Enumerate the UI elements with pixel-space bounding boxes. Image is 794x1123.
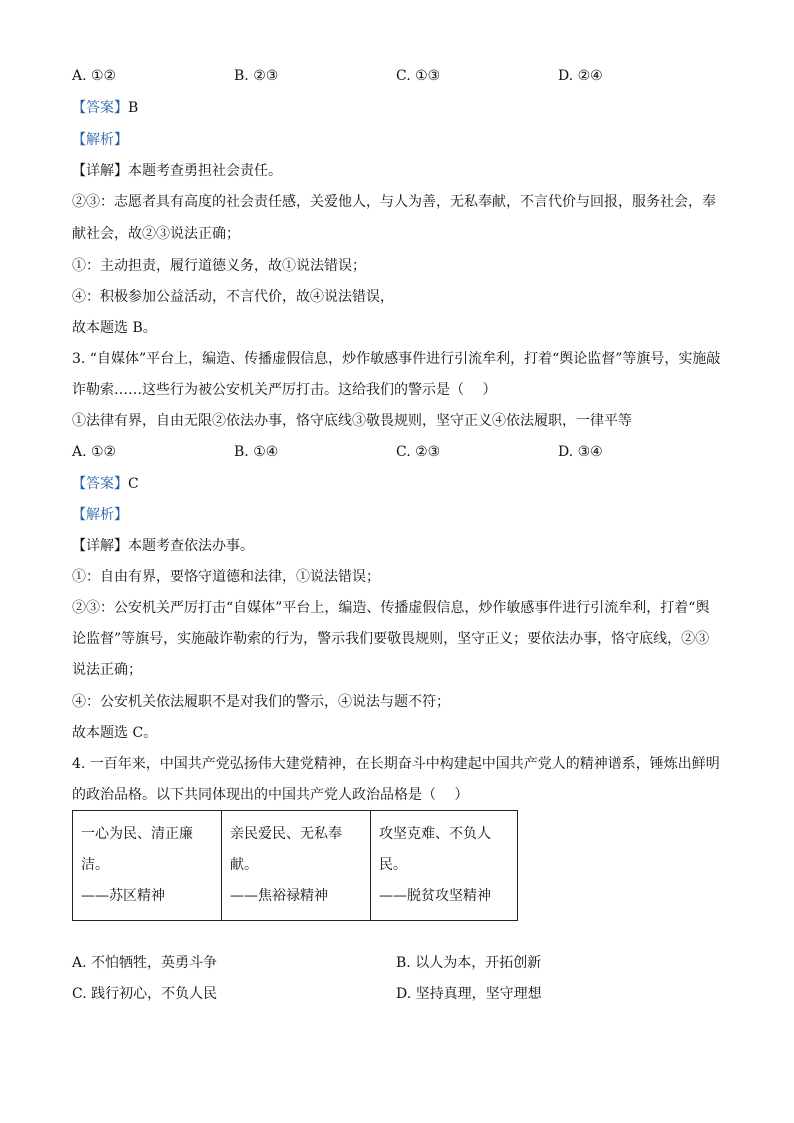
q4-option-d: D. 坚持真理，坚守理想: [396, 986, 542, 1002]
detail-tag: 【详解】: [72, 538, 128, 554]
answer-tag: 【答案】: [72, 476, 128, 492]
q2-option-d: D. ②④: [558, 68, 603, 84]
q2-conclusion: 故本题选 B。: [72, 320, 157, 336]
q4-option-a: A. 不怕牺牲，英勇斗争: [72, 955, 218, 971]
q3-option-b: B. ①④: [234, 444, 279, 460]
q2-answer-value: B: [128, 100, 139, 116]
quote-source: ——焦裕禄精神: [230, 888, 328, 904]
q2-explanation-line-2: 献社会，故②③说法正确；: [72, 226, 240, 242]
q3-stem-line-1: 3. “自媒体”平台上，编造、传播虚假信息，炒作敏感事件进行引流牟利，打着“舆论监督”等旗号，实施敲: [72, 351, 721, 367]
table-row: [73, 811, 518, 921]
quote-line-2: 洁。: [81, 857, 109, 873]
q4-option-c: C. 践行初心，不负人民: [72, 986, 218, 1002]
q2-explanation-line-1: ②③：志愿者具有高度的社会责任感，关爱他人，与人为善，无私奉献，不言代价与回报，服务社会，奉: [72, 194, 716, 210]
q3-explanation-line-1: ①：自由有界，要恪守道德和法律，①说法错误；: [72, 569, 380, 585]
q3-detail-text: 本题考查依法办事。: [128, 538, 254, 554]
q3-option-a: A. ①②: [72, 444, 117, 460]
quote-line-2: 民。: [379, 857, 407, 873]
quote-line-1: 亲民爱民、无私奉: [230, 826, 342, 842]
quote-cell-tuopin: [371, 811, 518, 921]
q3-analysis-tag: 【解析】: [72, 507, 128, 523]
q3-explanation-line-3: 论监督”等旗号，实施敲诈勒索的行为，警示我们要敬畏规则，坚守正义；要依法办事，恪守底线，②③: [72, 631, 710, 647]
q3-detail-line: [72, 536, 254, 556]
q2-option-c: C. ①③: [396, 68, 441, 84]
q3-explanation-line-4: 说法正确；: [72, 662, 142, 678]
q2-detail-line: [72, 161, 282, 181]
q3-answer-value: C: [128, 476, 139, 492]
q2-detail-text: 本题考查勇担社会责任。: [128, 163, 282, 179]
quote-source: ——苏区精神: [81, 888, 165, 904]
q2-option-b: B. ②③: [234, 68, 279, 84]
q3-explanation-line-5: ④：公安机关依法履职不是对我们的警示，④说法与题不符；: [72, 694, 450, 710]
quote-line-1: 一心为民、清正廉: [81, 826, 193, 842]
q3-option-d: D. ③④: [558, 444, 603, 460]
detail-tag: 【详解】: [72, 163, 128, 179]
q2-explanation-line-4: ④：积极参加公益活动，不言代价，故④说法错误，: [72, 289, 394, 305]
q3-conclusion: 故本题选 C。: [72, 725, 158, 741]
q3-answer-line: [72, 474, 139, 494]
answer-tag: 【答案】: [72, 100, 128, 116]
quote-cell-suqu: [73, 811, 222, 921]
q2-answer-line: [72, 98, 138, 118]
quote-cell-jiaoyulu: [222, 811, 371, 921]
q4-quote-table: [72, 810, 518, 921]
q2-explanation-line-3: ①：主动担责，履行道德义务，故①说法错误；: [72, 258, 366, 274]
q2-analysis-tag: 【解析】: [72, 132, 128, 148]
q3-explanation-line-2: ②③：公安机关严厉打击“自媒体”平台上，编造、传播虚假信息，炒作敏感事件进行引流牟利，打着“舆: [72, 600, 710, 616]
q4-stem-line-2: 的政治品格。以下共同体现出的中国共产党人政治品格是（ ）: [72, 787, 469, 803]
q3-stem-line-2: 诈勒索……这些行为被公安机关严厉打击。这给我们的警示是（ ）: [72, 382, 497, 398]
q3-option-c: C. ②③: [396, 444, 441, 460]
quote-line-2: 献。: [230, 857, 258, 873]
q3-items: ①法律有界，自由无限②依法办事，恪守底线③敬畏规则，坚守正义④依法履职，一律平等: [72, 413, 632, 429]
q4-option-b: B. 以人为本，开拓创新: [396, 955, 542, 971]
quote-source: ——脱贫攻坚精神: [379, 888, 491, 904]
quote-line-1: 攻坚克难、不负人: [379, 826, 491, 842]
q2-option-a: A. ①②: [72, 68, 117, 84]
q4-stem-line-1: 4. 一百年来，中国共产党弘扬伟大建党精神，在长期奋斗中构建起中国共产党人的精神谱系，锤炼出鲜明: [72, 756, 720, 772]
